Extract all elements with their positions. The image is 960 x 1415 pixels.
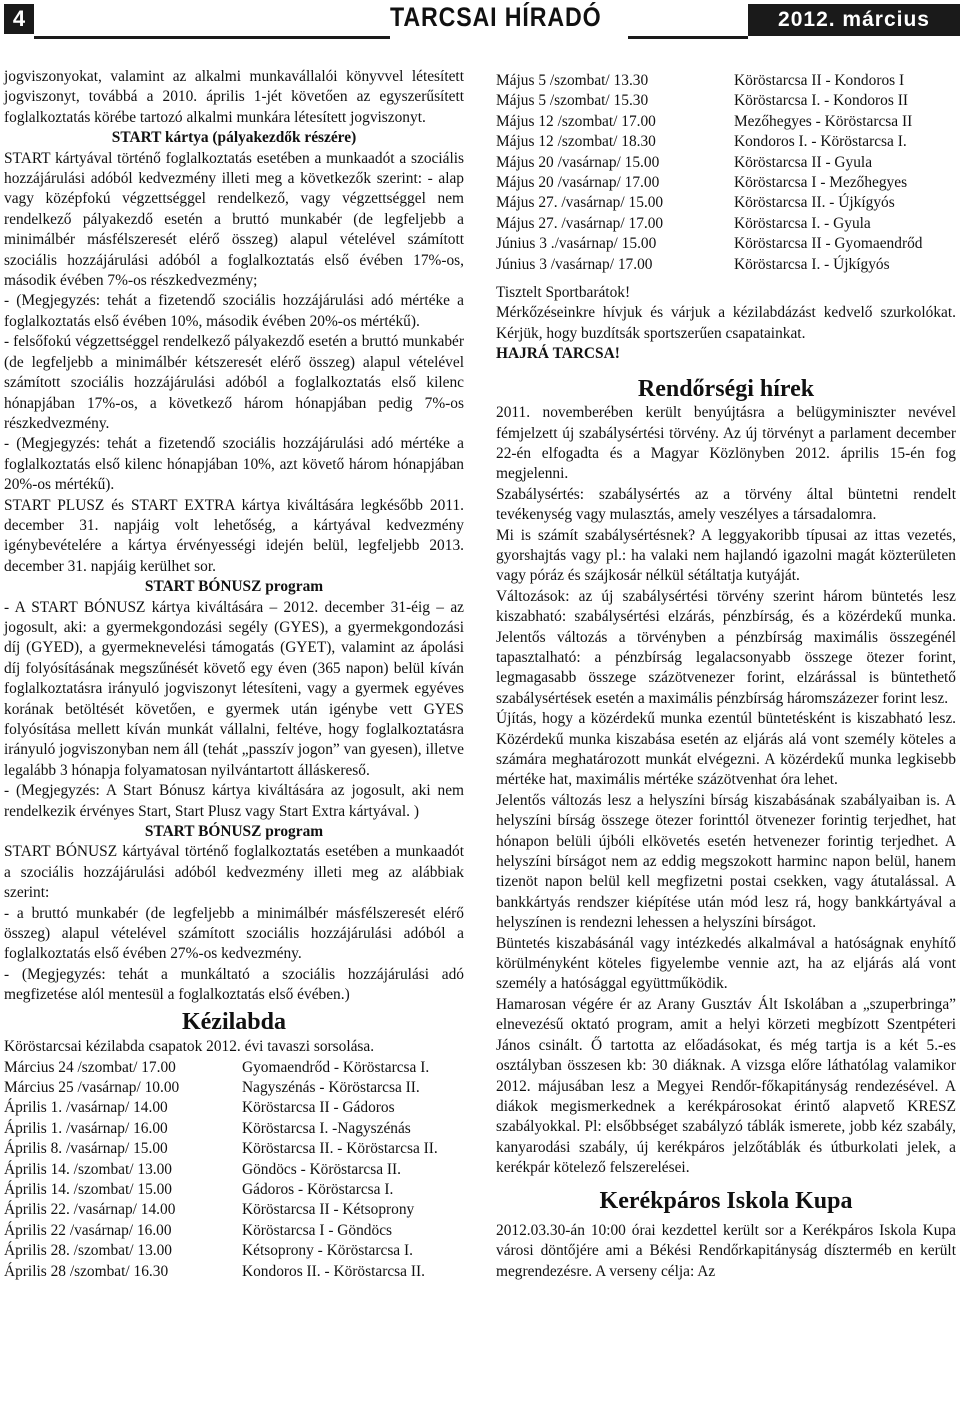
- bonus-paragraph-3: START BÓNUSZ kártyával történő foglalkoztatás esetében a munkaadót a szociális hozzájárulási adóból kedvezmény illeti meg az alábbiak szerint:: [4, 843, 464, 902]
- schedule-date: Május 12 /szombat/ 18.30: [496, 133, 656, 151]
- handball-schedule-may-june: [496, 71, 956, 275]
- sport-greeting: Tisztelt Sportbarátok!: [496, 284, 631, 302]
- bonus-heading-2: START BÓNUSZ program: [144, 823, 324, 841]
- start-paragraph-3: - felsőfokú végzettséggel rendelkező pályakezdő esetén a bruttó munkabér (de legfeljebb a minimálbér kétszeresét elérő összeg) alapul vételével számított szociális hozzájárulási adóból a foglalkoztatás első kilenc hónapjában 17%-os, a következő három hónapjában pedig 7%-os részkedvezmény.: [4, 333, 464, 432]
- schedule-match: Köröstarcsa II - Gyula: [734, 153, 873, 171]
- handball-schedule-spring: [4, 1058, 464, 1282]
- handball-intro: Köröstarcsai kézilabda csapatok 2012. évi tavaszi sorsolása.: [4, 1038, 375, 1056]
- intro-paragraph: jogviszonyokat, valamint az alkalmi munkavállalói könyvvel létesített jogviszonyt, továbbá a 2010. április 1-jét követően az egyszerűsített foglalkoztatás körébe tartozó alkalmi munkára létesített jogviszonyt.: [4, 68, 464, 126]
- bonus-paragraph-4: - a bruttó munkabér (de legfeljebb a minimálbér másfélszeresét elérő összeg) alapul vételével számított szociális hozzájárulási adóból a foglalkoztatás első évében 27%-os kedvezmény.: [4, 904, 464, 963]
- schedule-date: Május 5 /szombat/ 15.30: [496, 92, 649, 110]
- schedule-match: Köröstarcsa II. - Köröstarcsa II.: [242, 1140, 438, 1158]
- bonus-heading-1: START BÓNUSZ program: [144, 578, 324, 596]
- schedule-date: Május 5 /szombat/ 13.30: [496, 72, 649, 89]
- schedule-date: Április 28 /szombat/ 16.30: [4, 1262, 169, 1280]
- schedule-match: Kondoros I. - Köröstarcsa I.: [734, 133, 907, 151]
- start-card-heading: START kártya (pályakezdők részére): [111, 129, 357, 147]
- page-header: [0, 0, 960, 44]
- schedule-date: Május 27. /vasárnap/ 17.00: [496, 214, 664, 232]
- police-paragraph-7: Büntetés kiszabásánál vagy intézkedés alkalmával a hatóságnak enyhítő körülményként köteles figyelembe vennie azt, ha az eljárás alá vont személy a hatósággal együttműködik.: [496, 934, 956, 993]
- police-news-heading: Rendőrségi hírek: [637, 375, 815, 402]
- schedule-match: Nagyszénás - Köröstarcsa II.: [242, 1078, 420, 1096]
- start-paragraph-5: START PLUSZ és START EXTRA kártya kiváltására legkésőbb 2011. december 31. napjáig volt lehetőség, a kártyával kedvezmény igénybevételére a kártya érvényességi idején belül, legfeljebb 2013. december 31. napjáig kerülhet sor.: [4, 496, 464, 575]
- sport-invite: Mérkőzéseinkre hívjuk és várjuk a kézilabdázást kedvelő szurkolókat. Kérjük, hogy buzdítsák sportszerűen csapatainkat.: [496, 304, 956, 342]
- schedule-match: Gyomaendrőd - Köröstarcsa I.: [242, 1058, 430, 1076]
- schedule-match: Köröstarcsa I. - Gyula: [734, 214, 871, 232]
- bonus-paragraph-5: - (Megjegyzés: tehát a munkáltató a szociális hozzájárulási adó megfizetése alól mentesül a foglalkoztatás első évében.): [4, 965, 464, 1004]
- schedule-match: Mezőhegyes - Köröstarcsa II: [734, 112, 913, 130]
- police-paragraph-6: Jelentős változás lesz a helyszíni bírság kiszabásának szabályaiban is. A helyszíni bírság összege ötezer forinttól ötvenezer forintig terjedhet, hat hónapon belüli újbóli elkövetés esetén hetvenezer forintig terjedhet. A helyszíni bírságot nem az eddig megszokott harminc napon belül, hanem tizenöt napon belül kell megfizetni postai csekken, vagy átutalással. A bankkártyás rendszer kiépítése után mód lesz rá, hogy bankkártyával a helyszínen is rendezni lehessen a helyszíni bírságot.: [496, 791, 956, 932]
- police-paragraph-3: Mi is számít szabálysértésnek? A leggyakoribb típusai az ittas vezetés, gyorshajtás vagy pl.: ha valaki nem hajlandó igazolni magát közterületen vagy póráz és szájkosár nélkül sétáltatja kutyáját.: [496, 526, 956, 585]
- right-column: [496, 71, 956, 1282]
- schedule-date: Április 1. /vasárnap/ 14.00: [4, 1099, 168, 1117]
- schedule-date: Március 25 /vasárnap/ 10.00: [4, 1078, 180, 1096]
- schedule-date: Június 3 ./vasárnap/ 15.00: [496, 235, 657, 253]
- schedule-match: Köröstarcsa I. -Nagyszénás: [242, 1119, 411, 1137]
- newspaper-title: TARCSAI HÍRADÓ: [390, 2, 602, 32]
- police-paragraph-4: Változások: az új szabálysértési törvény szerint három büntetés lesz kiszabható: szabálysértési elzárás, pénzbírság, és a közérdekű munka. Jelentős változás a törvényben a pénzbírság maximális összegénél tapasztalható: a pénzbírság legalacsonyabb összege ötezer forint, legmagasabb összege százötvenezer forint, elzárással is büntethető szabálysértések esetén a maximális pénzbírság háromszázezer forint lesz.: [496, 587, 956, 707]
- schedule-match: Köröstarcsa II - Gádoros: [242, 1099, 395, 1117]
- handball-heading: Kézilabda: [181, 1008, 286, 1035]
- page-number: 4: [4, 4, 34, 34]
- bonus-paragraph-1: - A START BÓNUSZ kártya kiváltására – 2012. december 31-éig – az jogosult, aki: a gyermekgondozási segély (GYES), a gyermekgondozási díj (GYED), a gyermeknevelési támogatás (GYET), valamint az ápolási díj folyósításának megszűnését követő egy éven (365 napon) belül kíván foglalkoztatásra irányuló jogviszonyt létesíteni, vagy a gyermek egyéves korának betöltését követően, e gyermek után igénybe vett GYES folyósítása mellett kíván munkát vállalni, feltéve, hogy foglalkoztatásra irányuló jogviszonyban nem áll (tehát „passzív jogon” van gyesen), illetve legalább 3 hónapja folyamatosan nyilvántartott álláskereső.: [4, 598, 464, 779]
- bonus-paragraph-2: - (Megjegyzés: A Start Bónusz kártya kiváltására az jogosult, aki nem rendelkezik érvényes Start, Start Plusz vagy Start Extra kártyával. ): [4, 782, 464, 820]
- police-paragraph-2: Szabálysértés: szabálysértés az a törvény által büntetni rendelt tevékenység vagy mulasztás, amely veszélyes a társadalomra.: [496, 485, 956, 524]
- schedule-match: Köröstarcsa I. - Kondoros II: [734, 92, 908, 110]
- police-paragraph-5: Újítás, hogy a közérdekű munka ezentúl büntetésként is kiszabható lesz. Közérdekű munka kiszabása esetén az eljárás alá vont személy köteles a számára meghatározott munkát elvégezni. A közérdekű munka legkisebb mértéke hat, maximális mértéke százötvenhat óra lehet.: [496, 710, 956, 789]
- schedule-date: Március 24 /szombat/ 17.00: [4, 1058, 176, 1076]
- schedule-date: Április 22. /vasárnap/ 14.00: [4, 1201, 176, 1219]
- schedule-date: Április 1. /vasárnap/ 16.00: [4, 1119, 168, 1137]
- schedule-date: Április 8. /vasárnap/ 15.00: [4, 1140, 168, 1158]
- bike-cup-paragraph: 2012.03.30-án 10:00 órai kezdettel került sor a Kerékpáros Iskola Kupa városi döntőjére ami a Békési Rendőrkapitányság díszterméb en került megrendezésre. A verseny célja: Az: [496, 1221, 956, 1280]
- header-rule-right: [628, 36, 748, 39]
- header-rule-left: [34, 36, 390, 39]
- schedule-match: Köröstarcsa I - Mezőhegyes: [734, 174, 908, 192]
- left-column: [4, 67, 464, 1282]
- schedule-date: Június 3 /vasárnap/ 17.00: [496, 255, 653, 273]
- start-paragraph-4: - (Megjegyzés: tehát a fizetendő szociális hozzájárulási adó mértéke a foglalkoztatás első kilenc hónapjában 10%, azt követő három hónapjában 20%-os mértékű).: [4, 435, 464, 494]
- schedule-match: Köröstarcsa II - Gyomaendrőd: [734, 235, 923, 253]
- schedule-date: Május 12 /szombat/ 17.00: [496, 112, 656, 130]
- police-paragraph-8: Hamarosan végére ér az Arany Gusztáv Ált Iskolában a „szuperbringa” elnevezésű oktató program, amit a helyi körzeti megbízott Szentpéteri János csinált. Ő tartotta az előadásokat, és még tartja is a két 5.-es osztályban összesen kb: 30 diáknak. A vizsga előre láthatólag valamikor 2012. májusában lesz a Megyei Rendőr-főkapitányság rendezésével. A diákok megismerkednek a kerékpárosokat érintő alapvető KRESZ szabályokkal. Pl: elsőbbséget szabályzó táblák ismerete, jobb kéz szabály, kanyarodási szabály, új kerékpáros jelzőtáblák és útburkolati jelek, a kerékpár kötelező felszerelései.: [496, 995, 956, 1177]
- schedule-match: Kétsoprony - Köröstarcsa I.: [242, 1242, 413, 1260]
- police-paragraph-1: 2011. novemberében került benyújtásra a belügyminiszter nevével fémjelzett új szabálysértési törvény. Az új törvényt a parlament december 22-én elfogadta és a Magyar Közlönyben 2012. április 15-én fog megjelenni.: [496, 404, 956, 483]
- start-paragraph-2: - (Megjegyzés: tehát a fizetendő szociális hozzájárulási adó mértéke a foglalkoztatás első évében 10%, második évében 20%-os mértékű).: [4, 292, 464, 330]
- issue-date: 2012. március: [748, 4, 960, 36]
- schedule-date: Május 27. /vasárnap/ 15.00: [496, 194, 664, 212]
- schedule-match: Kondoros II. - Köröstarcsa II.: [242, 1262, 425, 1280]
- schedule-match: Köröstarcsa I - Göndöcs: [242, 1221, 393, 1239]
- schedule-date: Április 28. /szombat/ 13.00: [4, 1242, 173, 1260]
- start-paragraph-1: START kártyával történő foglalkoztatás esetében a munkaadót a szociális hozzájárulási adóból kedvezmény illeti meg a következők szerint: - alap vagy középfokú végzettséggel rendelkező, vagy végzettséggel nem rendelkező pályakezdő esetén a bruttó munkabér (de legfeljebb a minimálbér másfélszeresét elérő összeg) alapul vételével számított szociális hozzájárulási adóból a foglalkoztatás első évében 17%-os, második évében 7%-os részkedvezmény;: [4, 149, 464, 290]
- schedule-date: Április 14. /szombat/ 15.00: [4, 1180, 173, 1198]
- schedule-match: Köröstarcsa II. - Újkígyós: [734, 194, 895, 212]
- schedule-date: Április 14. /szombat/ 13.00: [4, 1160, 173, 1178]
- hajra-slogan: HAJRÁ TARCSA!: [496, 345, 620, 363]
- schedule-match: Gádoros - Köröstarcsa I.: [242, 1180, 394, 1198]
- schedule-date: Május 20 /vasárnap/ 17.00: [496, 174, 660, 192]
- schedule-match: Göndöcs - Köröstarcsa II.: [242, 1160, 401, 1178]
- schedule-date: Április 22 /vasárnap/ 16.00: [4, 1221, 172, 1239]
- schedule-match: Köröstarcsa II - Kondoros I: [734, 72, 905, 89]
- schedule-match: Köröstarcsa I. - Újkígyós: [734, 255, 890, 273]
- schedule-match: Köröstarcsa II - Kétsoprony: [242, 1201, 415, 1219]
- bike-cup-heading: Kerékpáros Iskola Kupa: [599, 1187, 853, 1214]
- schedule-date: Május 20 /vasárnap/ 15.00: [496, 153, 660, 171]
